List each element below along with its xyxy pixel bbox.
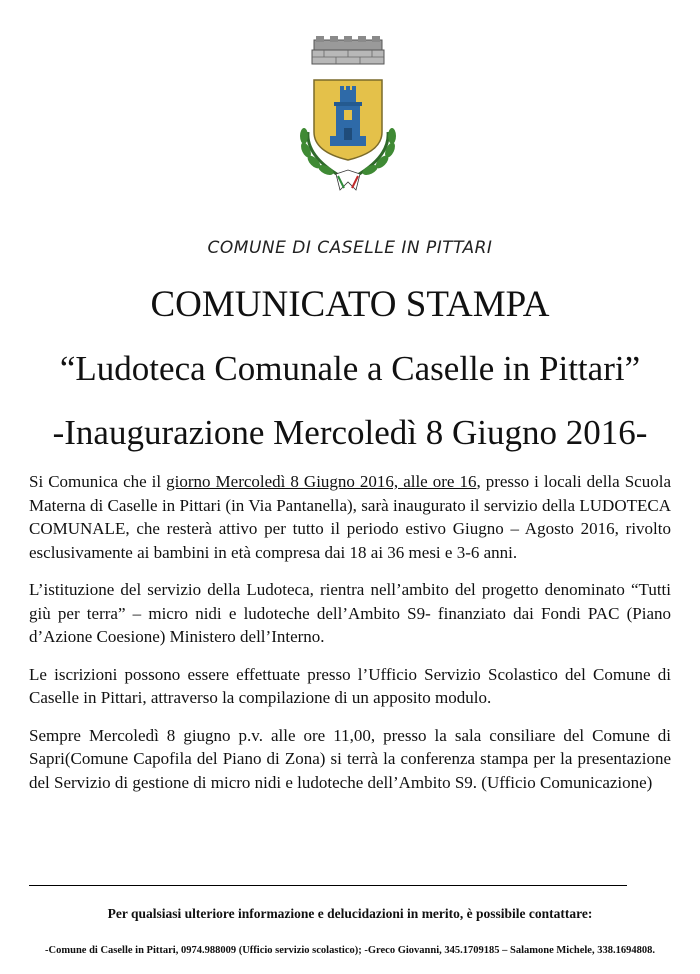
town-crest-icon — [278, 36, 418, 196]
municipality-name: COMUNE DI CASELLE IN PITTARI — [207, 238, 493, 258]
contact-details: -Comune di Caselle in Pittari, 0974.988009 (Ufficio servizio scolastico); -Greco Giovanni, 345.1709185 – Salamone Michele, 338.1694808. — [45, 945, 655, 956]
paragraph-project: L’istituzione del servizio della Ludoteca, rientra nell’ambito del progetto denominato “Tutti giù per terra” – micro nidi e ludoteche dell’Ambito S9- finanziato dai Fondi PAC (Piano d’Azione Coesione) Ministero dell’Interno. — [29, 580, 671, 646]
announcement-lead: Si Comunica che il — [29, 472, 167, 491]
footer-divider — [29, 885, 627, 886]
paragraph-announcement — [29, 470, 671, 564]
document-title: COMUNICATO STAMPA — [150, 284, 550, 325]
document-subtitle: “Ludoteca Comunale a Caselle in Pittari” — [59, 349, 641, 388]
paragraph-enrollment: Le iscrizioni possono essere effettuate presso l’Ufficio Servizio Scolastico del Comune di Caselle in Pittari, attraverso la compilazione di un apposito modulo. — [29, 664, 671, 707]
announcement-rest: , presso i locali della Scuola Materna di Caselle in Pittari (in Via Pantanella), sarà inaugurato il servizio della LUDOTECA COMUNALE, che resterà attivo per tutto il periodo estivo Giugno – Agosto 2016, rivolto esclusivamente ai bambini in età compresa dai 18 ai 36 mesi e 3-6 anni. — [29, 472, 671, 562]
contact-title: Per qualsiasi ulteriore informazione e delucidazioni in merito, è possibile contattare: — [107, 906, 593, 921]
press-release-body — [29, 470, 671, 808]
inauguration-dateline: -Inaugurazione Mercoledì 8 Giugno 2016- — [52, 413, 648, 452]
paragraph-press-conference: Sempre Mercoledì 8 giugno p.v. alle ore 11,00, presso la sala consiliare del Comune di Sapri(Comune Capofila del Piano di Zona) si terrà la conferenza stampa per la presentazione del Servizio di gestione di micro nidi e ludoteche dell’Ambito S9. (Ufficio Comunicazione) — [29, 725, 671, 792]
announcement-date-highlight: giorno Mercoledì 8 Giugno 2016, alle ore 16 — [166, 472, 477, 491]
